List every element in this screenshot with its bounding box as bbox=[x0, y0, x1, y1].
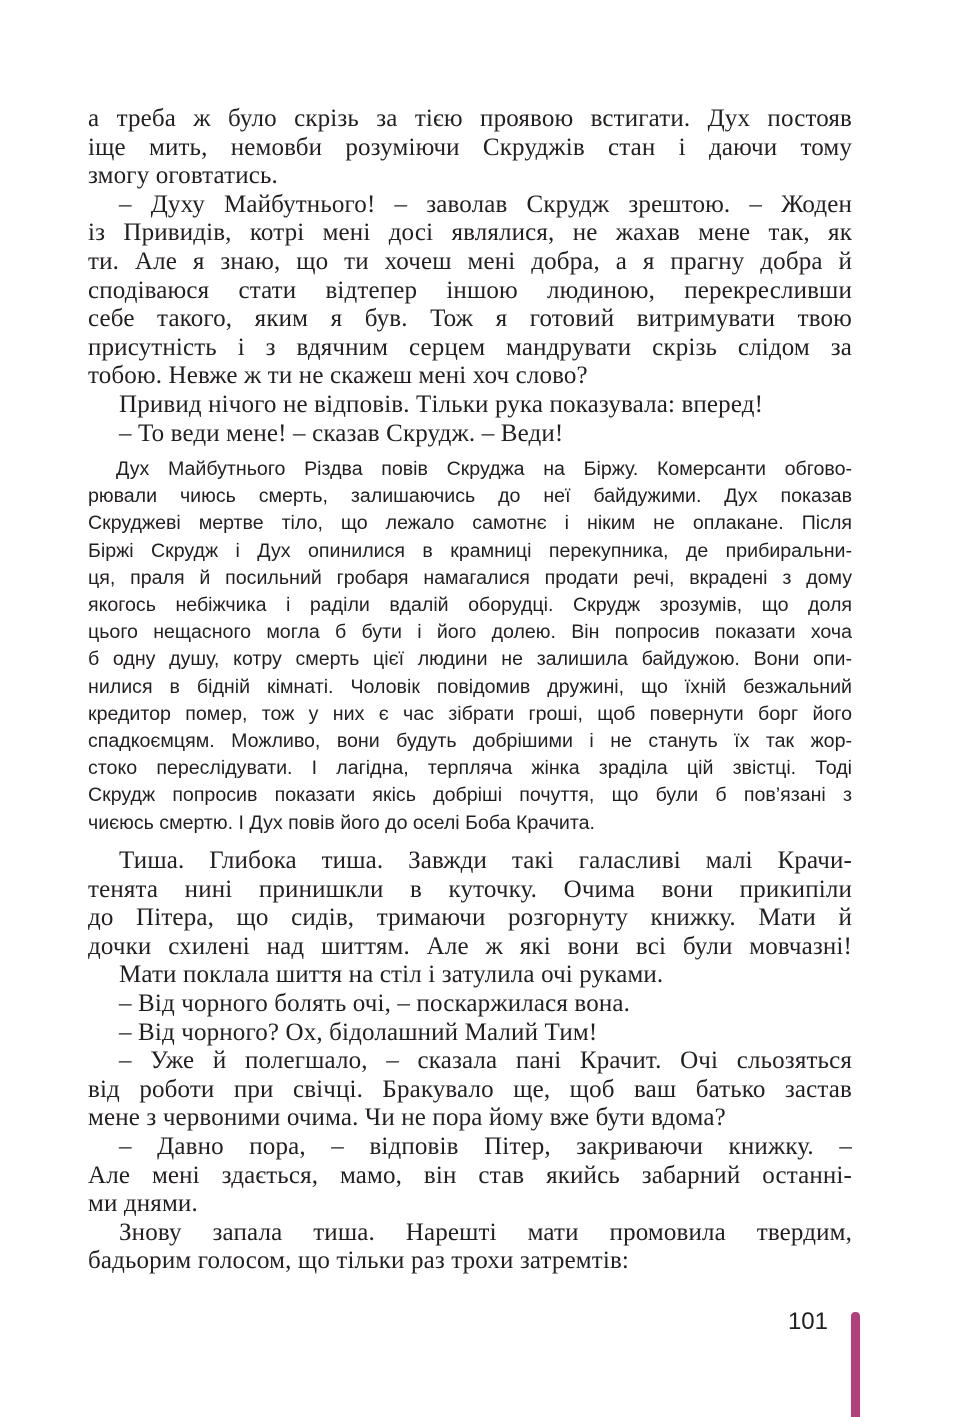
summary-line: Скруджеві мертве тіло, що лежало самотнє і ніким не оплакане. Після bbox=[88, 512, 852, 535]
text-line: від роботи при свічці. Бракувало ще, щоб ваш батько застав bbox=[88, 1075, 852, 1103]
text-line: Мати поклала шиття на стіл і затулила очі руками. bbox=[119, 961, 664, 989]
text-line: тобою. Невже ж ти не скажеш мені хоч слово? bbox=[88, 362, 588, 390]
summary-line: Скрудж попросив показати якісь добріші почуття, що були б пов’язані з bbox=[88, 784, 852, 807]
text-line: Але мені здається, мамо, він став якийсь забарний останні- bbox=[88, 1161, 852, 1189]
summary-line: чиєюсь смертю. І Дух повів його до оселі Боба Крачита. bbox=[88, 811, 595, 834]
text-line: сподіваюся стати відтепер іншою людиною, перекресливши bbox=[88, 276, 852, 304]
summary-line: рювали чиюсь смерть, залишаючись до неї байдужими. Дух показав bbox=[88, 485, 852, 508]
text-line: а треба ж було скрізь за тією проявою встигати. Дух постояв bbox=[88, 105, 852, 132]
text-line: мене з червоними очима. Чи не пора йому вже бути вдома? bbox=[88, 1104, 726, 1132]
summary-line: цього нещасного могла б бути і його долею. Він попросив показати хоча bbox=[88, 621, 852, 644]
summary-line: Дух Майбутнього Різдва повів Скруджа на Біржу. Комерсанти обгово- bbox=[116, 458, 852, 480]
summary-line: кредитор помер, тож у них є час зібрати гроші, щоб повернути борг його bbox=[88, 702, 852, 725]
text-line: – То веди мене! – сказав Скрудж. – Веди! bbox=[119, 419, 564, 447]
text-line: бадьорим голосом, що тільки раз трохи затремтів: bbox=[88, 1247, 630, 1275]
text-line: – Давно пора, – відповів Пітер, закриваючи книжку. – bbox=[119, 1132, 852, 1160]
text-line: Привид нічого не відповів. Тільки рука показувала: вперед! bbox=[119, 390, 764, 418]
text-line: – Уже й полегшало, – сказала пані Крачит. Очі сльозяться bbox=[119, 1047, 852, 1075]
text-line: присутність і з вдячним серцем мандрувати скрізь слідом за bbox=[88, 333, 852, 361]
text-line: до Пітера, що сидів, тримаючи розгорнуту книжку. Мати й bbox=[88, 904, 852, 932]
text-line: себе такого, яким я був. Тож я готовий витримувати твою bbox=[88, 305, 852, 333]
text-line: Знову запала тиша. Нарешті мати промовила твердим, bbox=[119, 1218, 852, 1246]
text-line: ти. Але я знаю, що ти хочеш мені добра, а я прагну добра й bbox=[88, 247, 852, 275]
text-line: змогу оговтатись. bbox=[88, 162, 278, 190]
page-number: 101 bbox=[787, 1308, 828, 1335]
text-line: – Від чорного? Ох, бідолашний Малий Тим! bbox=[119, 1018, 598, 1046]
summary-line: якогось небіжчика і раділи вдалій оборудці. Скрудж зрозумів, що доля bbox=[88, 594, 852, 617]
text-line: іще мить, немовби розуміючи Скруджів стан і даючи тому bbox=[88, 133, 852, 161]
summary-line: спадкоємцям. Можливо, вони будуть добрішими і не стануть їх так жор- bbox=[88, 730, 852, 753]
text-line: Тиша. Глибока тиша. Завжди такі галасливі малі Крачи- bbox=[119, 847, 852, 874]
text-line: дочки схилені над шиттям. Але ж які вони всі були мовчазні! bbox=[88, 932, 852, 960]
summary-line: б одну душу, котру смерть цієї людини не залишила байдужою. Вони опи- bbox=[88, 648, 852, 671]
summary-line: ця, праля й посильний гробаря намагалися продати речі, вкрадені з дому bbox=[88, 566, 852, 589]
text-line: – Духу Майбутнього! – заволав Скрудж зрештою. – Жоден bbox=[119, 190, 852, 218]
story-text-top bbox=[88, 105, 852, 448]
summary-paragraph bbox=[88, 456, 852, 837]
text-line: із Привидів, котрі мені досі являлися, не жахав мене так, як bbox=[88, 219, 852, 247]
text-line: – Від чорного болять очі, – поскаржилася вона. bbox=[119, 989, 631, 1017]
story-text-bottom bbox=[88, 847, 852, 1276]
summary-line: нилися в бідній кімнаті. Чоловік повідомив дружині, що їхній безжальний bbox=[88, 675, 852, 698]
text-line: ми днями. bbox=[88, 1190, 198, 1218]
text-line: тенята нині принишкли в куточку. Очима вони прикипіли bbox=[88, 875, 852, 903]
page-accent-bar bbox=[851, 1312, 860, 1417]
summary-line: Біржі Скрудж і Дух опинилися в крамниці перекупника, де прибиральни- bbox=[88, 539, 852, 562]
summary-line: стоко переслідувати. І лагідна, терпляча жінка зраділа цій звістці. Тоді bbox=[88, 757, 852, 780]
